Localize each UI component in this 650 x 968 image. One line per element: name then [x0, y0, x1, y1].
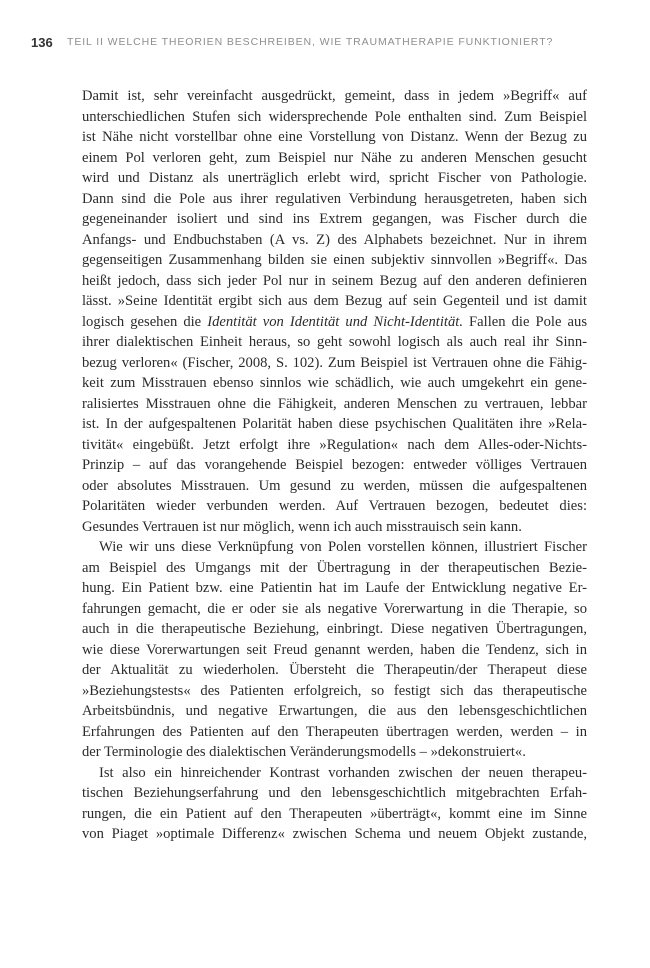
text-line: »Beziehungstests« des Patienten erfolgreich, so festigt sich das therapeutische — [82, 682, 587, 699]
text-line: wird und Distanz als unerträglich erlebt wird, spricht Fischer von Pathologie. — [82, 170, 587, 186]
text-line: Erfahrungen des Patienten auf den Therapeuten übertragen werden, werden – in — [82, 723, 587, 740]
text-line: ihrer dialektischen Einheit heraus, so geht sowohl logisch als auch real ihr Sinn- — [82, 334, 587, 350]
text-line: der Aktualität zu wiederholen. Übersteht die Therapeutin/der Therapeut diese — [82, 662, 587, 678]
body-text — [82, 86, 587, 845]
text-line: tischen Beziehungserfahrung und den lebensgeschichtlich mitgebrachten Erfah- — [82, 785, 587, 801]
paragraph-3 — [82, 763, 587, 845]
text-line: gegeneinander isoliert und sind ins Extrem gegangen, was Fischer durch die — [82, 211, 587, 227]
text-line: Arbeitsbündnis, und negative Erwartungen, die aus den lebensgeschichtlichen — [82, 703, 587, 719]
text-line: ist Nähe nicht vorstellbar ohne eine Vorstellung von Distanz. Wenn der Bezug zu — [82, 129, 587, 145]
paragraph-1 — [82, 86, 587, 537]
text-line-with-italic — [82, 312, 587, 333]
text-line: bezug verloren« (Fischer, 2008, S. 102). Zum Beispiel ist Vertrauen ohne die Fähig- — [82, 354, 587, 371]
text-line: heißt jedoch, dass sich jeder Pol nur in seinem Bezug auf den anderen definieren — [82, 272, 587, 289]
text-line: wie diese Vorerwartungen seit Freud genannt werden, haben die Tendenz, sich in — [82, 641, 587, 658]
text-line: fahrungen gemacht, die er oder sie als negative Vorerwartung in die Therapie, so — [82, 600, 587, 617]
text-segment: logisch gesehen die — [82, 313, 208, 330]
text-line: einem Pol verloren geht, zum Beispiel nur Nähe zu anderen Menschen gesucht — [82, 149, 587, 166]
text-line: auch in die therapeutische Beziehung, einbringt. Diese negativen Übertragungen, — [82, 621, 587, 637]
text-line: rungen, die ein Patient auf den Therapeuten »überträgt«, kommt eine im Sinne — [82, 805, 587, 822]
text-line: am Beispiel des Umgangs mit der Übertragung in der therapeutischen Bezie- — [82, 559, 587, 576]
text-line: Polaritäten wieder verbunden werden. Auf Vertrauen bezogen, bedeutet dies: — [82, 498, 587, 514]
paragraph-2 — [82, 537, 587, 763]
text-line: gegenseitigen Zusammenhang bilden sie einen subjektiv sinnvollen »Begriff«. Das — [82, 252, 587, 268]
text-line: hung. Ein Patient bzw. eine Patientin hat im Laufe der Entwicklung negative Er- — [82, 580, 587, 596]
text-line: oder absolutes Misstrauen. Um gesund zu werden, müssen die aufgespaltenen — [82, 477, 587, 494]
text-line-first: Ist also ein hinreichender Kontrast vorhanden zwischen der neuen therapeu- — [99, 764, 587, 781]
text-line: ralisiertes Misstrauen ohne die Fähigkeit, anderen Menschen zu vertrauen, lebbar — [82, 395, 587, 412]
text-line: tivität« eingebüßt. Jetzt erfolgt ihre »Regulation« nach dem Alles-oder-Nichts- — [82, 436, 587, 453]
italic-phrase: Identität von Identität und Nicht-Identität. — [207, 313, 463, 330]
text-line-first: Wie wir uns diese Verknüpfung von Polen vorstellen können, illustriert Fischer — [99, 539, 587, 555]
text-line-last: Gesundes Vertrauen ist nur möglich, wenn ich auch misstrauisch sein kann. — [82, 518, 522, 535]
page-number: 136 — [31, 35, 53, 50]
text-line: Dann sind die Pole aus ihrer regulativen Verbindung herausgetreten, haben sich — [82, 190, 587, 207]
text-line: ist. In der aufgespaltenen Polarität haben diese psychischen Qualitäten ihre »Rela- — [82, 416, 587, 432]
text-segment: Fallen die Pole aus — [462, 313, 587, 330]
text-line: Prinzip – auf das vorangehende Beispiel bezogen: entweder völliges Vertrauen — [82, 457, 587, 473]
text-line: Damit ist, sehr vereinfacht ausgedrückt, gemeint, dass in jedem »Begriff« auf — [82, 88, 587, 104]
text-line: lässt. »Seine Identität ergibt sich aus dem Bezug auf sein Gegenteil und ist damit — [82, 293, 587, 309]
text-line-last: der Terminologie des dialektischen Veränderungsmodells – »dekonstruiert«. — [82, 744, 526, 760]
text-line: keit zum Misstrauen ebenso sinnlos wie schädlich, wie auch umgekehrt ein gene- — [82, 375, 587, 391]
text-line: unterschiedlichen Stufen sich widersprechende Pole enthalten sind. Zum Beispiel — [82, 108, 587, 125]
text-line: Anfangs- und Endbuchstaben (A vs. Z) des Alphabets bezeichnet. Nur in ihrem — [82, 231, 587, 248]
running-head: TEIL II WELCHE THEORIEN BESCHREIBEN, WIE TRAUMATHERAPIE FUNKTIONIERT? — [67, 36, 554, 48]
text-line: von Piaget »optimale Differenz« zwischen Schema und neuem Objekt zustande, — [82, 826, 587, 842]
